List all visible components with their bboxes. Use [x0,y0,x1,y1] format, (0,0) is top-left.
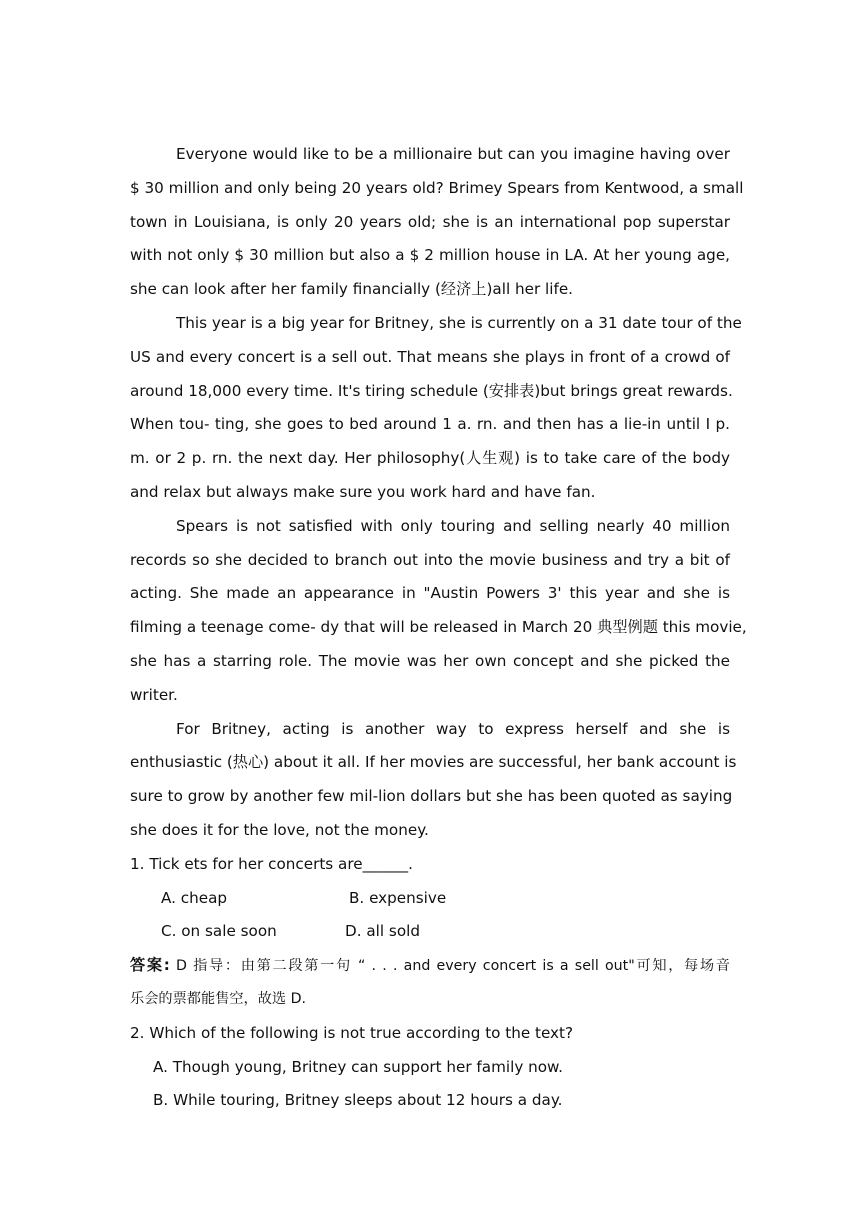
paragraph-line: she has a starring role. The movie was her own concept and she picked the [130,651,730,670]
paragraph-line: $ 30 million and only being 20 years old? Brimey Spears from Kentwood, a small [130,178,744,197]
paragraph-4 [130,713,737,848]
option-a: A. cheap [161,888,228,907]
paragraph-line: When tou- ting, she goes to bed around 1 a. rn. and then has a lie-in until I p. [130,415,730,434]
paragraph-line: writer. [130,685,178,704]
option-d: D. all sold [345,922,420,941]
answer-explanation-cont: 乐会的票都能售空，故选 D. [130,990,307,1007]
question-stem: 2. Which of the following is not true according to the text? [130,1023,574,1042]
paragraph-line: and relax but always make sure you work hard and have fan. [130,482,596,501]
option-row [130,882,730,916]
document-page [130,138,747,1118]
option-b: B. While touring, Britney sleeps about 12 hours a day. [153,1091,563,1110]
option-a: A. Though young, Britney can support her family now. [153,1057,563,1076]
paragraph-line: filming a teenage come- dy that will be released in March 20 典型例题 this movie, [130,618,747,637]
option-c: C. on sale soon [161,922,277,941]
paragraph-1 [130,138,744,307]
paragraph-line: sure to grow by another few mil-lion dollars but she has been quoted as saying [130,787,733,806]
paragraph-2 [130,307,742,510]
answer-line [130,949,730,983]
answer-label: 答案: [130,956,170,975]
question-stem: 1. Tick ets for her concerts are______. [130,854,413,873]
paragraph-line: US and every concert is a sell out. That means she plays in front of a crowd of [130,347,730,366]
paragraph-line: This year is a big year for Britney, she is currently on a 31 date tour of the [176,313,742,332]
question-2 [130,1017,730,1118]
paragraph-line: with not only $ 30 million but also a $ 2 million house in LA. At her young age, [130,246,730,265]
paragraph-line: For Britney, acting is another way to express herself and she is [176,719,730,738]
paragraph-line: records so she decided to branch out into the movie business and try a bit of [130,550,730,569]
option-b: B. expensive [349,888,447,907]
paragraph-line: she can look after her family financially (经济上)all her life. [130,280,573,299]
question-1 [130,848,730,1017]
paragraph-line: acting. She made an appearance in "Austin Powers 3' this year and she is [130,584,730,603]
paragraph-line: Spears is not satisfied with only touring and selling nearly 40 million [176,516,730,535]
paragraph-line: enthusiastic (热心) about it all. If her movies are successful, her bank account is [130,753,737,772]
paragraph-line: m. or 2 p. rn. the next day. Her philosophy(人生观) is to take care of the body [130,449,730,468]
option-row [130,915,730,949]
paragraph-3 [130,510,747,713]
paragraph-line: she does it for the love, not the money. [130,820,429,839]
paragraph-line: Everyone would like to be a millionaire but can you imagine having over [176,145,730,163]
answer-explanation: D 指导：由第二段第一句 “ . . . and every concert is a sell out"可知，每场音 [169,958,730,975]
paragraph-line: town in Louisiana, is only 20 years old; she is an international pop superstar [130,212,730,231]
paragraph-line: around 18,000 every time. It's tiring schedule (安排表)but brings great rewards. [130,381,733,400]
